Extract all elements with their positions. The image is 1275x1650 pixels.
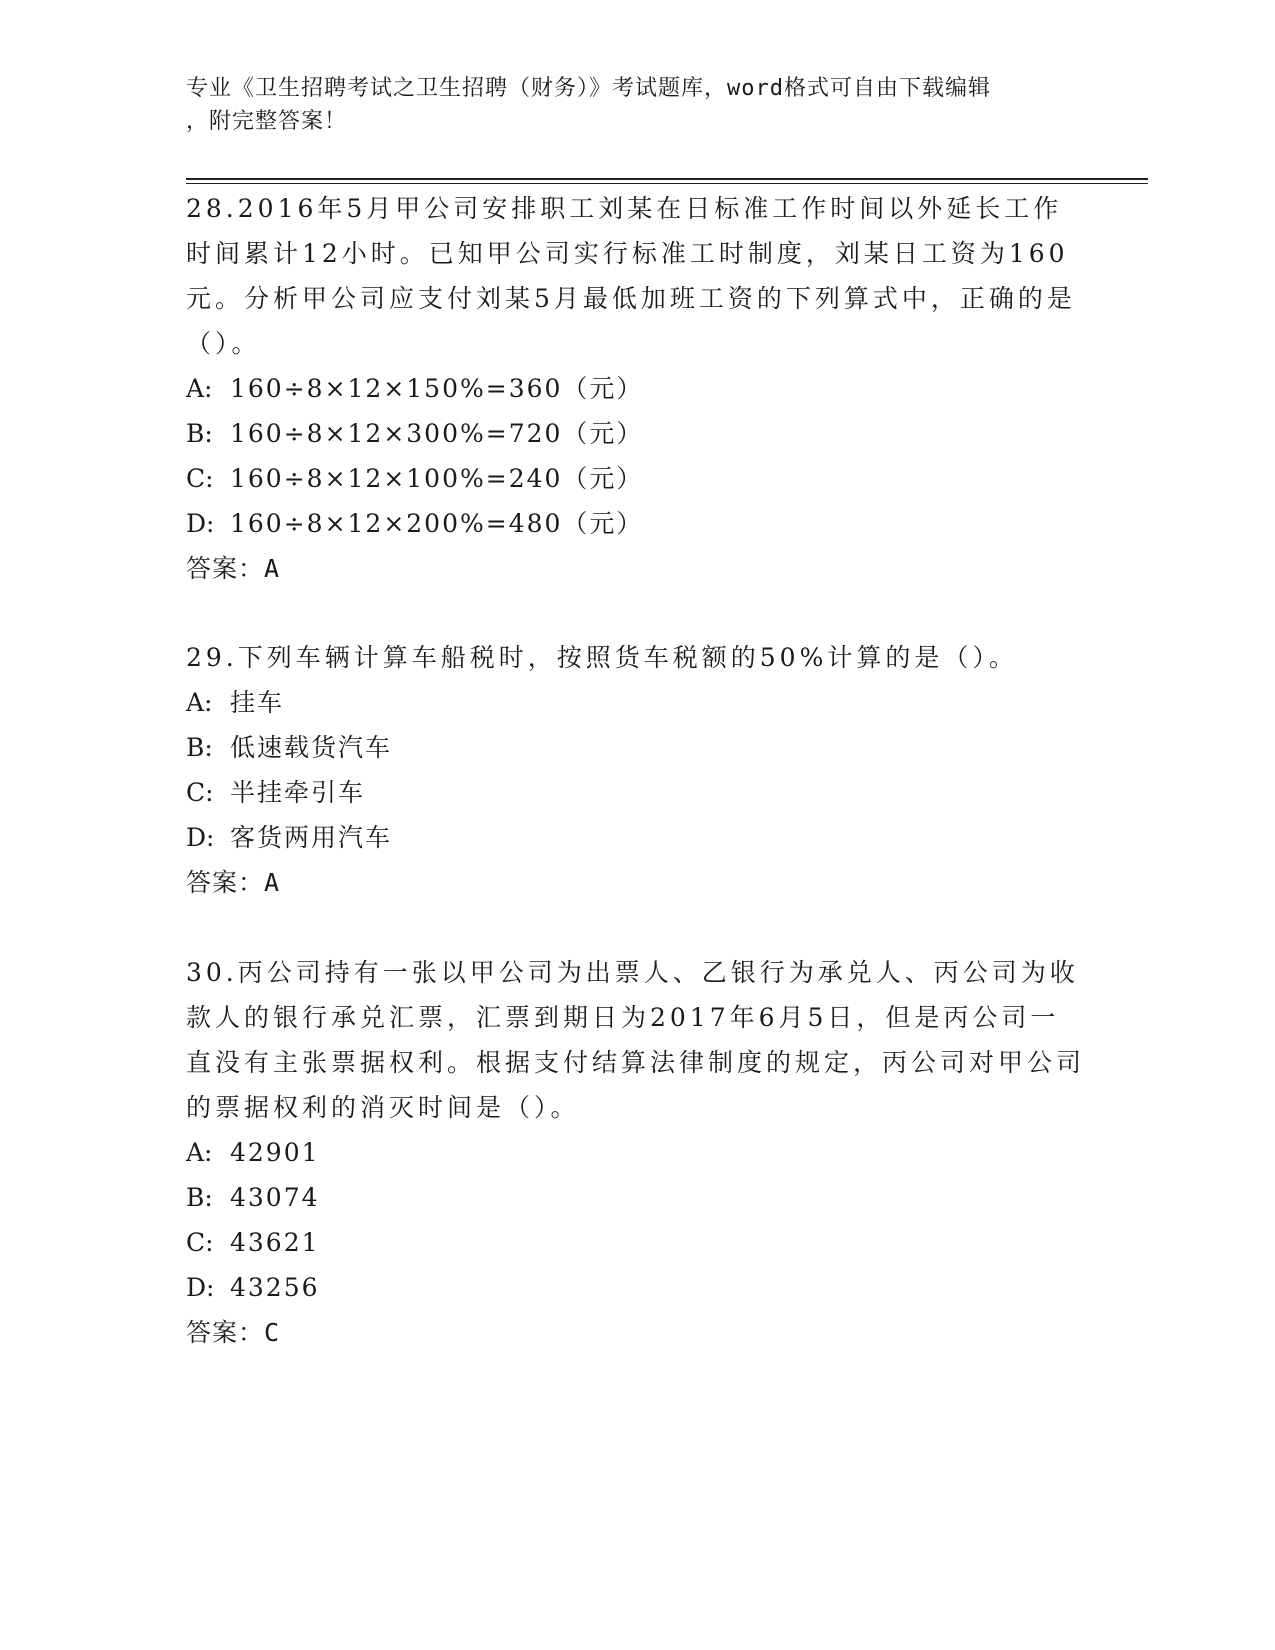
option-c: [186, 456, 1086, 501]
option-text: 42901: [230, 1138, 320, 1167]
option-text: 挂车: [230, 688, 285, 717]
answer-line: [186, 546, 1086, 591]
option-text: 43621: [230, 1228, 320, 1257]
option-d: [186, 501, 1086, 546]
option-key: C:: [186, 778, 214, 807]
option-text: 160÷8×12×200%=480（元）: [230, 509, 644, 538]
option-text: 160÷8×12×100%=240（元）: [230, 464, 644, 493]
option-b: [186, 411, 1086, 456]
option-key: D:: [186, 509, 215, 538]
option-c: [186, 1220, 1086, 1265]
option-d: [186, 1265, 1086, 1310]
option-key: C:: [186, 1228, 214, 1257]
option-d: [186, 815, 1086, 860]
option-key: B:: [186, 733, 213, 762]
option-c: [186, 770, 1086, 815]
option-key: D:: [186, 1273, 215, 1302]
answer-value: C: [264, 1318, 281, 1347]
question-stem: 30.丙公司持有一张以甲公司为出票人、乙银行为承兑人、丙公司为收款人的银行承兑汇票，汇票到期日为2017年6月5日，但是丙公司一直没有主张票据权利。根据支付结算法律制度的规定，丙公司对甲公司的票据权利的消灭时间是（）。: [186, 958, 1086, 1122]
option-text: 43074: [230, 1183, 320, 1212]
option-a: [186, 1130, 1086, 1175]
option-key: D:: [186, 823, 215, 852]
option-key: A:: [186, 688, 213, 717]
answer-label: 答案：: [186, 554, 265, 583]
option-a: [186, 366, 1086, 411]
option-text: 半挂牵引车: [230, 778, 366, 807]
question-stem: 28.2016年5月甲公司安排职工刘某在日标准工作时间以外延长工作时间累计12小时。已知甲公司实行标准工时制度，刘某日工资为160元。分析甲公司应支付刘某5月最低加班工资的下列算式中，正确的是（）。: [186, 194, 1076, 358]
option-b: [186, 725, 1086, 770]
option-key: A:: [186, 374, 213, 403]
header-divider-thick: [186, 178, 1148, 180]
option-a: [186, 680, 1086, 725]
header-line-2: ，附完整答案！: [186, 109, 348, 134]
question-29: [186, 635, 1086, 905]
header-line-1: 专业《卫生招聘考试之卫生招聘（财务）》考试题库，word格式可自由下载编辑: [186, 76, 991, 101]
option-key: B:: [186, 1183, 213, 1212]
answer-label: 答案：: [186, 868, 265, 897]
option-text: 43256: [230, 1273, 320, 1302]
answer-line: [186, 1310, 1086, 1355]
option-b: [186, 1175, 1086, 1220]
option-text: 160÷8×12×150%=360（元）: [230, 374, 644, 403]
answer-value: A: [264, 868, 281, 897]
answer-value: A: [264, 554, 281, 583]
question-30: [186, 950, 1086, 1355]
answer-label: 答案：: [186, 1318, 265, 1347]
header-divider-thin: [186, 183, 1148, 184]
answer-line: [186, 860, 1086, 905]
document-header: [186, 72, 1086, 138]
option-text: 160÷8×12×300%=720（元）: [230, 419, 644, 448]
question-stem: 29.下列车辆计算车船税时，按照货车税额的50%计算的是（）。: [186, 643, 1018, 672]
question-28: [186, 186, 1086, 591]
option-key: A:: [186, 1138, 213, 1167]
option-text: 客货两用汽车: [230, 823, 393, 852]
option-key: B:: [186, 419, 213, 448]
option-text: 低速载货汽车: [230, 733, 393, 762]
option-key: C:: [186, 464, 214, 493]
